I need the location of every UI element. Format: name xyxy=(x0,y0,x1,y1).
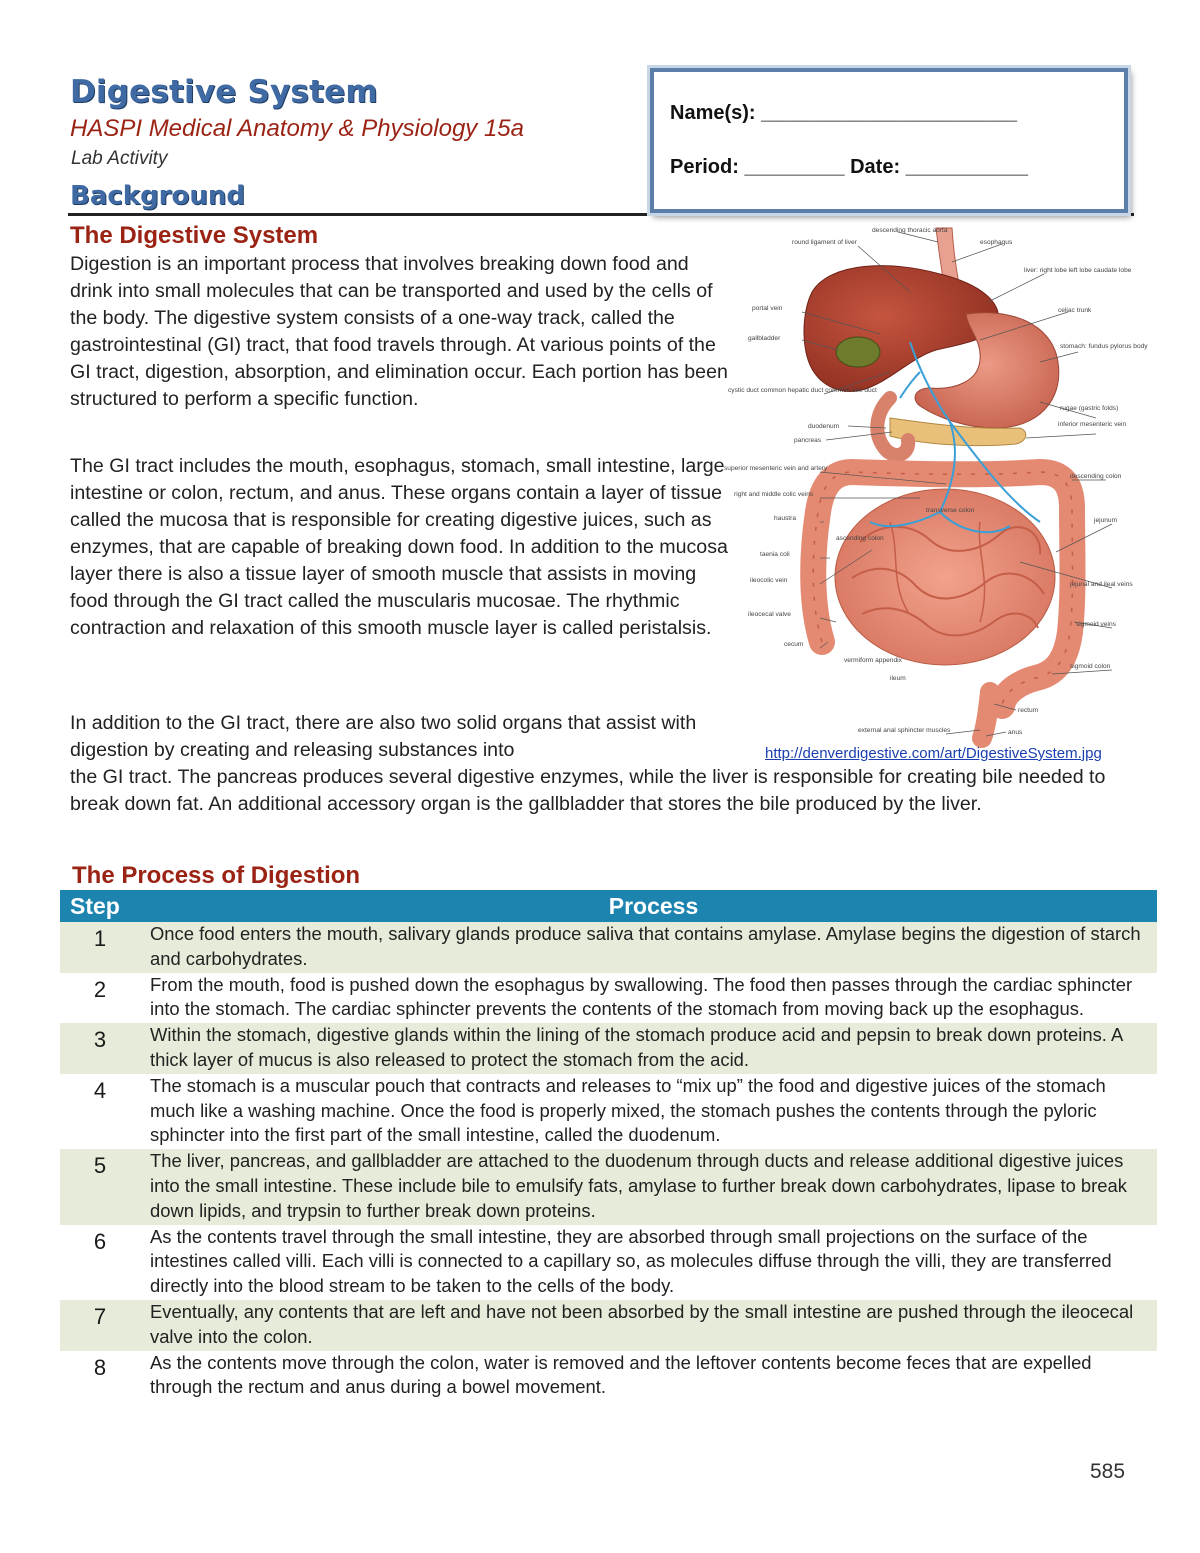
intro-paragraph xyxy=(70,251,736,413)
label-jejunal: jejunal and ileal veins xyxy=(1070,581,1133,588)
label-colic-veins: right and middle colic veins xyxy=(734,491,814,498)
step-description: Within the stomach, digestive glands within the lining of the stomach produce acid and pepsin to break down proteins. A thick layer of mucus is also released to protect the stomach from the acid. xyxy=(150,1023,1157,1074)
label-esophagus: esophagus xyxy=(980,239,1013,246)
digestive-system-heading: The Digestive System xyxy=(70,222,319,249)
background-heading: Background xyxy=(70,181,245,211)
label-descending-aorta: descending thoracic aorta xyxy=(872,227,948,234)
table-row xyxy=(60,1023,1157,1074)
lab-activity-label: Lab Activity xyxy=(71,148,168,169)
step-number: 8 xyxy=(60,1351,150,1402)
label-cecum: cecum xyxy=(784,641,804,648)
table-row xyxy=(60,973,1157,1024)
label-cystic: cystic duct common hepatic duct common bile duct xyxy=(728,387,877,394)
table-row xyxy=(60,1149,1157,1224)
label-ileocecal: ileocecal valve xyxy=(748,611,791,618)
step-number: 7 xyxy=(60,1300,150,1351)
paragraph-2: The GI tract includes the mouth, esophagus, stomach, small intestine, large intestine or colon, rectum, and anus. These organs contain a layer of tissue called the mucosa that is responsible for creating digestive juices, such as enzymes, that are capable of breaking down food. In addition to the mucosa layer there is also a tissue layer of smooth muscle that assists in moving food through the GI tract called the muscularis mucosae. The rhythmic contraction and relaxation of this smooth muscle layer is called peristalsis. xyxy=(70,455,728,639)
gi-tract-paragraph xyxy=(70,453,736,642)
table-row xyxy=(60,922,1157,973)
digestion-steps-table xyxy=(60,890,1157,1401)
table-row xyxy=(60,1351,1157,1402)
label-anus: anus xyxy=(1008,729,1023,736)
step-number: 6 xyxy=(60,1225,150,1300)
step-number: 1 xyxy=(60,922,150,973)
paragraph-3a: In addition to the GI tract, there are also two solid organs that assist with digestion by creating and releasing substances into xyxy=(70,712,697,761)
name-period-date-box xyxy=(650,68,1128,213)
label-sigmoid-colon: sigmoid colon xyxy=(1070,663,1111,670)
step-description: From the mouth, food is pushed down the esophagus by swallowing. The food then passes through the cardiac sphincter into the stomach. The cardiac sphincter prevents the contents of the stomach from moving back up the esophagus. xyxy=(150,973,1157,1024)
figure-source-link[interactable]: http://denverdigestive.com/art/DigestiveSystem.jpg xyxy=(765,745,1102,762)
document-subtitle: HASPI Medical Anatomy & Physiology 15a xyxy=(70,115,524,142)
name-field[interactable]: Name(s): _______________________ xyxy=(670,102,1017,124)
table-row xyxy=(60,1300,1157,1351)
label-descending-colon: descending colon xyxy=(1070,473,1122,480)
label-portal-vein: portal vein xyxy=(752,305,783,312)
label-sigmoid-veins: sigmoid veins xyxy=(1076,621,1116,628)
gallbladder-shape xyxy=(836,337,880,367)
step-description: The liver, pancreas, and gallbladder are attached to the duodenum through ducts and release additional digestive juices into the small intestine. These include bile to emulsify fats, amylase to further break down carbohydrates, lipase to break down lipids, and trypsin to further break down proteins. xyxy=(150,1149,1157,1224)
step-number: 5 xyxy=(60,1149,150,1224)
page-number: 585 xyxy=(1090,1460,1126,1483)
accessory-paragraph-end xyxy=(70,764,1130,818)
paragraph-3b: the GI tract. The pancreas produces several digestive enzymes, while the liver is responsible for creating bile needed to break down fat. An additional accessory organ is the gallbladder that stores the bile produced by the liver. xyxy=(70,766,1106,815)
step-number: 3 xyxy=(60,1023,150,1074)
step-description: Once food enters the mouth, salivary glands produce saliva that contains amylase. Amylase begins the digestion of starch and carbohydrates. xyxy=(150,922,1157,973)
step-description: As the contents travel through the small intestine, they are absorbed through small projections on the surface of the intestines called villi. Each villi is connected to a capillary so, as molecules diffuse through the villi, they are transferred directly into the blood stream to be taken to the cells of the body. xyxy=(150,1225,1157,1300)
label-external: external anal sphincter muscles xyxy=(858,727,951,734)
accessory-paragraph-start xyxy=(70,710,730,764)
column-header-step: Step xyxy=(60,890,150,922)
label-celiac: celiac trunk xyxy=(1058,307,1092,314)
label-haustra: haustra xyxy=(774,515,796,522)
label-duodenum: duodenum xyxy=(808,423,840,430)
label-ascending-colon: ascending colon xyxy=(836,535,884,542)
table-header-row xyxy=(60,890,1157,922)
period-date-field[interactable]: Period: _________ Date: ___________ xyxy=(670,156,1029,178)
table-row xyxy=(60,1074,1157,1149)
label-liver: liver: right lobe left lobe caudate lobe xyxy=(1024,267,1132,274)
step-description: Eventually, any contents that are left and have not been absorbed by the small intestine are pushed through the ileocecal valve into the colon. xyxy=(150,1300,1157,1351)
label-vermiform: vermiform appendix xyxy=(844,657,902,664)
label-transverse-colon: transverse colon xyxy=(926,507,975,514)
label-taenia: taenia coli xyxy=(760,551,790,558)
label-rugae: rugae (gastric folds) xyxy=(1060,405,1119,412)
label-ileocolic: ileocolic vein xyxy=(750,577,788,584)
label-ileum: ileum xyxy=(890,675,906,682)
table-row xyxy=(60,1225,1157,1300)
column-header-process: Process xyxy=(150,890,1157,922)
label-stomach: stomach: fundus pylorus body xyxy=(1060,343,1148,350)
step-description: As the contents move through the colon, water is removed and the leftover contents become feces that are expelled through the rectum and anus during a bowel movement. xyxy=(150,1351,1157,1402)
digestive-system-illustration xyxy=(724,222,1148,742)
label-pancreas: pancreas xyxy=(794,437,822,444)
step-number: 4 xyxy=(60,1074,150,1149)
process-of-digestion-heading: The Process of Digestion xyxy=(72,862,361,889)
label-superior-mesenteric: superior mesenteric vein and artery xyxy=(724,465,828,472)
document-title: Digestive System xyxy=(70,74,378,110)
step-description: The stomach is a muscular pouch that contracts and releases to “mix up” the food and digestive juices of the stomach much like a washing machine. Once the food is properly mixed, the stomach pushes the contents through the pyloric sphincter into the first part of the small intestine, called the duodenum. xyxy=(150,1074,1157,1149)
label-inferior-mesenteric: inferior mesenteric vein xyxy=(1058,421,1127,428)
label-jejunum: jejunum xyxy=(1094,517,1118,524)
label-round-ligament: round ligament of liver xyxy=(792,239,857,246)
paragraph-1: Digestion is an important process that involves breaking down food and drink into small molecules that can be transported and used by the cells of the body. The digestive system consists of a one-way track, called the gastrointestinal (GI) tract, that food travels through. At various points of the GI tract, digestion, absorption, and elimination occur. Each portion has been structured to perform a specific function. xyxy=(70,253,728,410)
label-rectum: rectum xyxy=(1018,707,1039,714)
step-number: 2 xyxy=(60,973,150,1024)
header-rule xyxy=(68,213,1134,216)
label-gallbladder: gallbladder xyxy=(748,335,781,342)
